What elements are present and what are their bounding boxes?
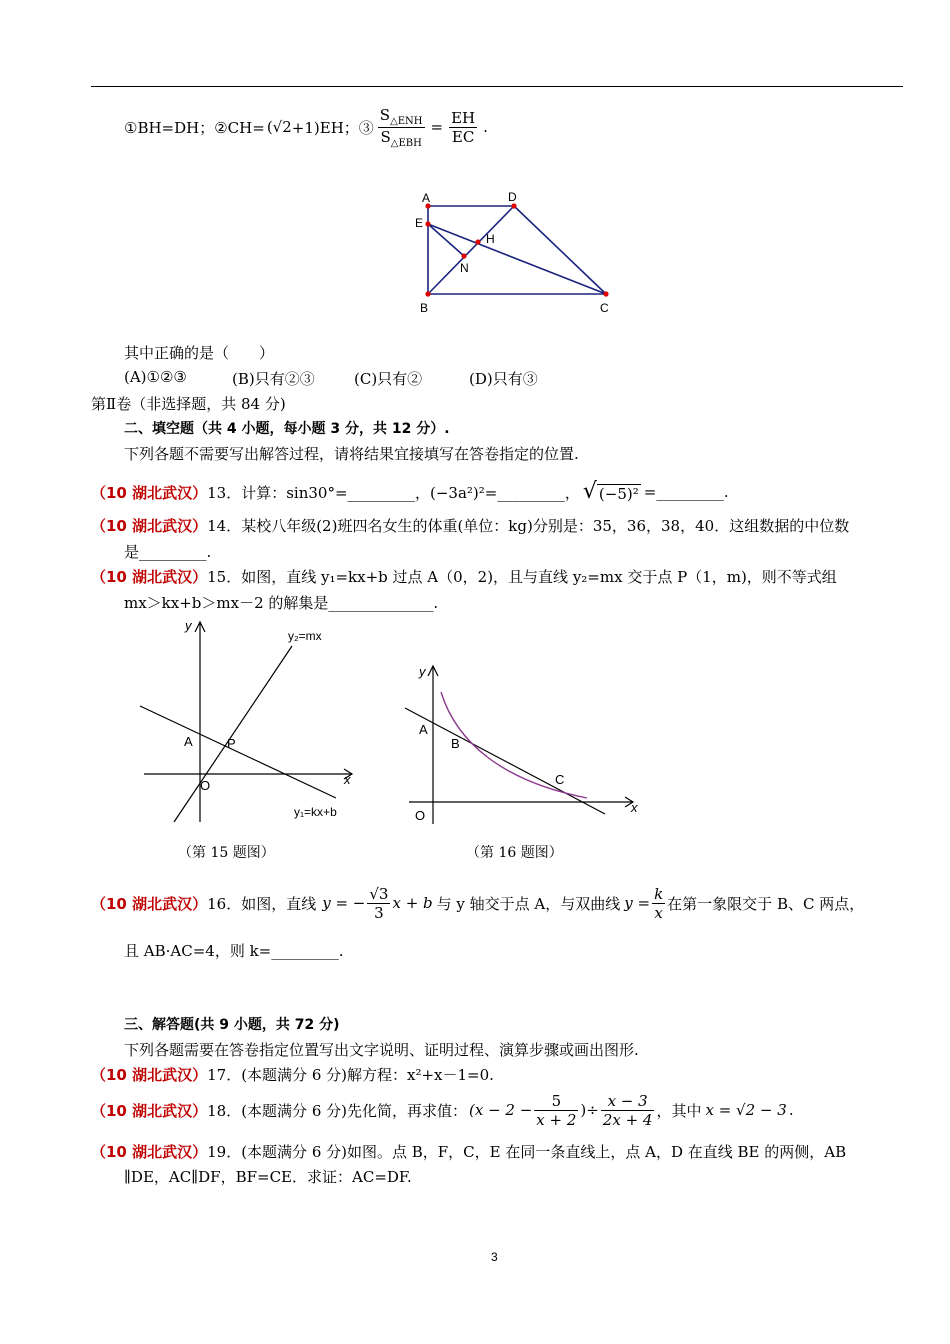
section3-instruction: 下列各题需要在答卷指定位置写出文字说明、证明过程、演算步骤或画出图形. [124,1041,639,1059]
label-e: E [415,216,424,230]
question-17: （10 湖北武汉）17．(本题满分 6 分)解方程：x²+x－1=0. [91,1066,494,1084]
label-c: C [600,301,609,315]
point-n [461,253,466,258]
segment-ec [428,224,606,294]
q10-option-d: (D)只有③ [469,370,538,388]
radical: √ (−5)² [582,479,639,504]
point-b [425,291,430,296]
hyperbola [441,692,587,798]
figure-q16 [395,652,650,832]
label-y1: y₁=kx+b [294,805,337,819]
label-b: B [420,301,429,315]
label-b: B [451,736,460,751]
label-a: A [422,191,431,205]
label-x: x [631,800,638,815]
label-h: H [486,232,495,246]
q10-question: 其中正确的是（ ） [124,344,275,362]
question-19-line2: ∥DE，AC∥DF，BF=CE．求证：AC=DF. [124,1168,412,1186]
source-tag: （10 湖北武汉） [91,568,208,586]
line-y1 [140,706,336,798]
volume-heading: 第Ⅱ卷（非选择题，共 84 分) [91,395,286,413]
q10-conditions: ①BH=DH；②CH= (√2 +1)EH；③ $\frac{S_{\triangle ENH}}{S_{\triangle EBH}}$ = $\frac{EH}{EC}$ . [124,105,488,149]
source-tag: （10 湖北武汉） [91,517,208,535]
section2-title: 二、填空题（共 4 小题，每小题 3 分，共 12 分）. [124,421,450,437]
question-16-line2: 且 AB·AC=4，则 k=_________. [124,942,344,960]
question-16: （10 湖北武汉） 16．如图，直线 y = − $\frac{√3}{3}$ x + b 与 y 轴交于点 A，与双曲线 y = $\frac{k}{x}$ 在第一象限交于 B、C 两点， [91,884,865,922]
figure-q15 [130,612,370,832]
page-number: 3 [491,1250,498,1264]
label-a: A [419,722,428,737]
segment-bd [428,206,514,294]
question-14: （10 湖北武汉）14．某校八年级(2)班四名女生的体重(单位：kg)分别是：35，36，38，40．这组数据的中位数 [91,517,850,535]
label-x: x [344,772,351,787]
section3-title: 三、解答题(共 9 小题，共 72 分) [124,1017,340,1033]
label-n: N [460,261,469,275]
point-c [603,291,608,296]
label-c: C [555,772,565,787]
line-ab [405,708,605,814]
source-tag: （10 湖北武汉） [91,483,208,502]
caption-q15: （第 15 题图） [178,845,275,861]
point-d [511,203,516,208]
question-14-line2: 是_________. [124,543,212,561]
label-a: A [184,734,193,749]
question-18: （10 湖北武汉） 18．(本题满分 6 分)先化简，再求值： (x − 2 − $\frac{5}{x + 2}$ )÷ $\frac{x - 3}{2x + 4}$ ，其中 x = √2 − 3 . [91,1091,794,1129]
label-o: O [415,808,426,823]
question-15: （10 湖北武汉）15．如图，直线 y₁=kx+b 过点 A（0，2)，且与直线 y₂=mx 交于点 P（1，m)，则不等式组 [91,568,837,586]
label-y: y [185,618,192,633]
source-tag: （10 湖北武汉） [91,894,208,913]
figure-q10 [410,188,620,318]
header-rule [91,86,903,87]
q10-option-c: (C)只有② [354,370,423,388]
label-y2: y₂=mx [288,629,322,643]
section2-instruction: 下列各题不需要写出解答过程，请将结果宜接填写在答卷指定的位置. [124,445,579,463]
source-tag: （10 湖北武汉） [91,1066,208,1084]
point-e [425,221,430,226]
source-tag: （10 湖北武汉） [91,1143,208,1161]
q10-option-a: (A)①②③ [124,368,187,386]
segment-en [428,224,464,256]
source-tag: （10 湖北武汉） [91,1101,208,1120]
label-o: O [200,778,211,793]
question-19: （10 湖北武汉）19．(本题满分 6 分)如图。点 B，F，C，E 在同一条直线上，点 A，D 在直线 BE 的两侧，AB [91,1143,847,1161]
caption-q16: （第 16 题图） [466,845,563,861]
label-p: P [227,736,236,751]
point-h [475,239,480,244]
label-d: D [508,190,517,204]
question-13: （10 湖北武汉） 13．计算：sin30°=_________，(−3a²)²=_________， √ (−5)² =_________. [91,479,729,504]
label-y: y [419,664,426,679]
question-15-line2: mx＞kx+b＞mx－2 的解集是______________. [124,594,439,612]
edge-dc [514,206,606,294]
q10-option-b: (B)只有②③ [232,370,315,388]
